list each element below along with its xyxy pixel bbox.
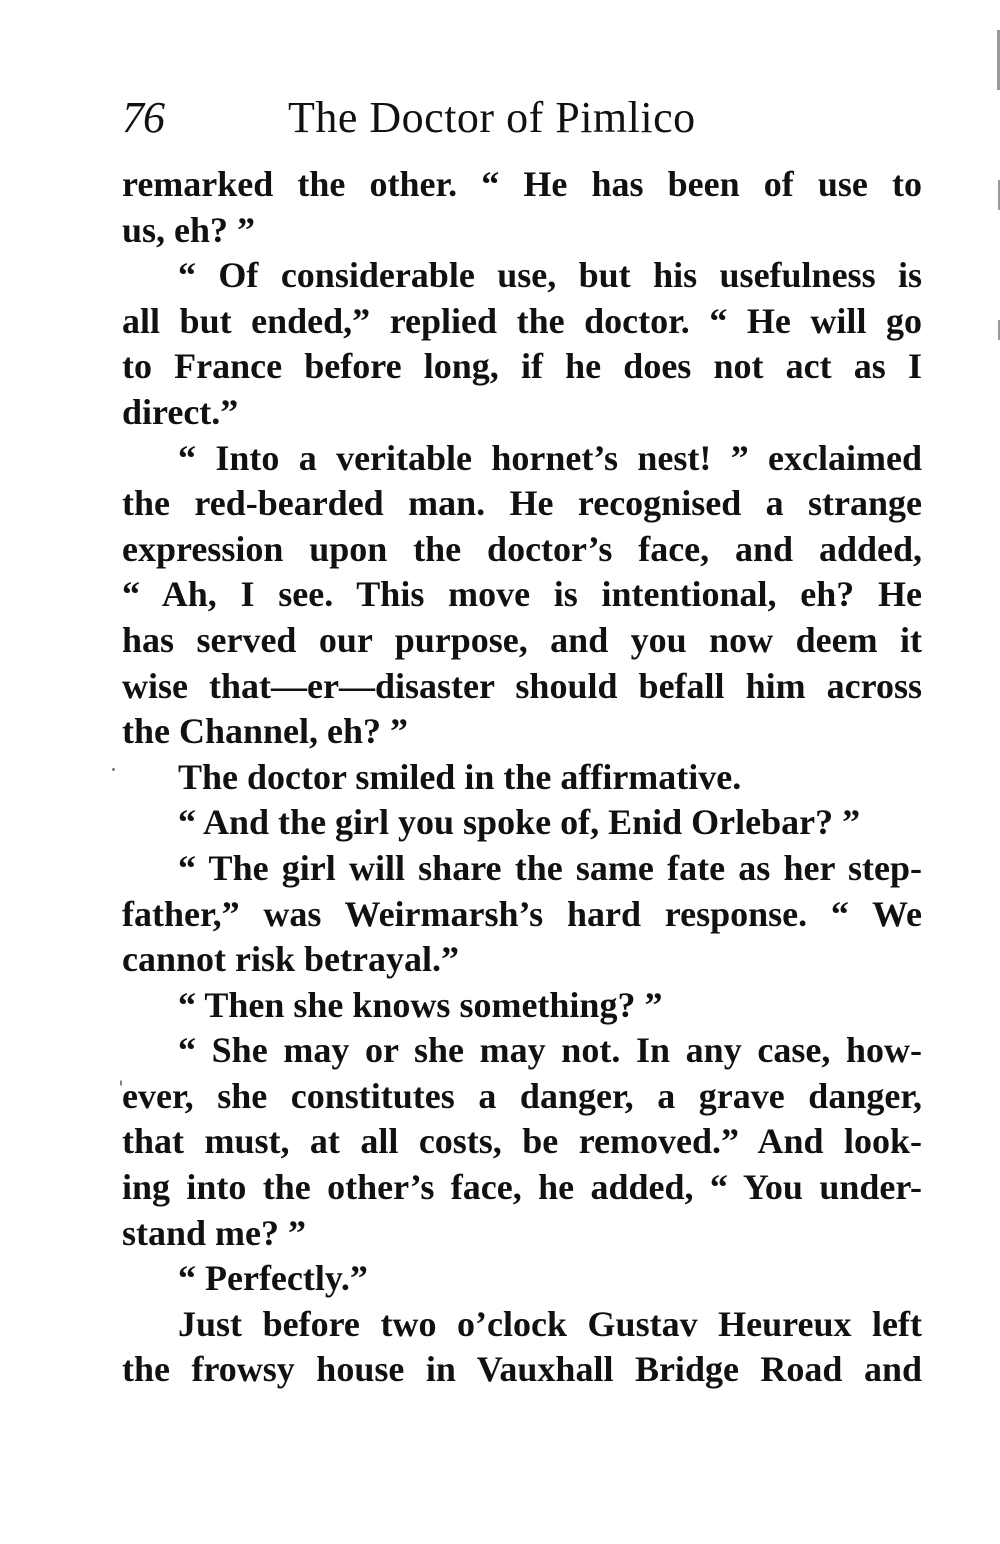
- text-line: stand me? ”: [122, 1212, 307, 1253]
- text-line: ever, she constitutes a danger, a grave danger,: [122, 1075, 922, 1116]
- scan-speck: [120, 1080, 122, 1086]
- text-line: cannot risk betrayal.”: [122, 939, 459, 980]
- running-title: The Doctor of Pimlico: [288, 93, 696, 142]
- text-line: to France before long, if he does not act as I: [122, 346, 922, 387]
- text-line: ing into the other’s face, he added, “ You under-: [122, 1167, 922, 1208]
- text-line: “ Ah, I see. This move is intentional, eh? He: [122, 574, 922, 615]
- text-line: “ The girl will share the same fate as her step-: [178, 847, 922, 888]
- text-line: “ And the girl you spoke of, Enid Orlebar? ”: [178, 802, 861, 843]
- page-header: [122, 92, 922, 152]
- text-line: all but ended,” replied the doctor. “ He will go: [122, 300, 922, 341]
- text-line: Just before two o’clock Gustav Heureux left: [178, 1303, 922, 1344]
- text-line: us, eh? ”: [122, 209, 256, 250]
- scan-speck: [112, 768, 115, 771]
- text-line: “ She may or she may not. In any case, how-: [178, 1030, 922, 1071]
- text-line: remarked the other. “ He has been of use to: [122, 164, 922, 204]
- text-line: The doctor smiled in the affirmative.: [178, 756, 742, 797]
- text-line: that must, at all costs, be removed.” And look-: [122, 1121, 922, 1162]
- text-line: the red-bearded man. He recognised a strange: [122, 483, 922, 524]
- text-line: “ Into a veritable hornet’s nest! ” exclaimed: [178, 437, 922, 478]
- text-line: direct.”: [122, 391, 239, 432]
- page-number: 76: [122, 93, 164, 142]
- text-line: has served our purpose, and you now deem it: [122, 619, 922, 660]
- text-line: “ Perfectly.”: [178, 1258, 368, 1299]
- text-line: father,” was Weirmarsh’s hard response. “ We: [122, 893, 922, 934]
- text-line: expression upon the doctor’s face, and added,: [122, 528, 922, 569]
- text-line: the frowsy house in Vauxhall Bridge Road and: [122, 1349, 922, 1390]
- text-line: the Channel, eh? ”: [122, 711, 409, 752]
- text-line: wise that—er—disaster should befall him across: [122, 665, 922, 706]
- text-line: “ Then she knows something? ”: [178, 984, 663, 1025]
- text-line: “ Of considerable use, but his usefulness is: [178, 255, 922, 296]
- body-text: [122, 162, 922, 1393]
